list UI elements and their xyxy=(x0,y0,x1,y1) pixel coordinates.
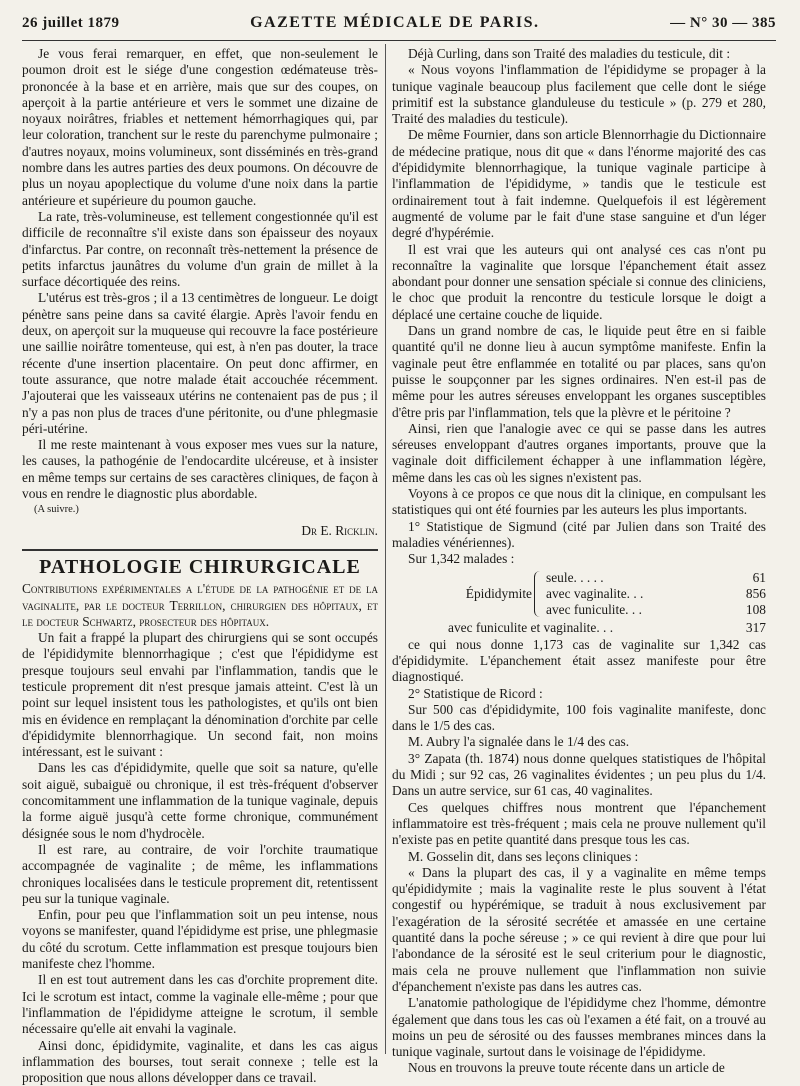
statistics-row-value: 108 xyxy=(745,602,766,618)
page-header xyxy=(22,14,776,41)
right-column xyxy=(392,46,766,1077)
statistics-row xyxy=(546,586,766,602)
left-column xyxy=(22,46,378,1086)
paragraph: Déjà Curling, dans son Traité des maladies du testicule, dit : xyxy=(408,46,731,61)
header-page: 385 xyxy=(751,15,776,31)
paragraph: La rate, très-volumineuse, est tellement congestionnée qu'il est difficile de reconnaître s'il existe dans son épaisseur des noyaux d'infarctus. Par contre, on reconnaît très-nettement la présence de petits infarctus jaunâtres du volume d'un grain de millet à la surface décortiquée des reins. xyxy=(22,208,378,290)
section-rule xyxy=(22,549,378,551)
paragraph: Il est vrai que les auteurs qui ont analysé ces cas n'ont pu reconnaître la vaginalite que lorsque l'épanchement était assez abondant pour donner une sensation spéciale si connue des cliniciens, le choc que produit la rencontre du testicule lorsque le doigt a déplacé une certaine couche de liquide. xyxy=(392,241,766,322)
statistics-row-value: 856 xyxy=(745,585,766,601)
paragraph: Un fait a frappé la plupart des chirurgiens qui se sont occupés de l'épididymite blennorrhagique ; c'est que l'épididyme est presque toujours seul envahi par l'inflammation, tandis que le testicule proprement dit n'est presque jamais atteint. C'est là un point sur lequel insistent tous les pathologistes, et qu'ils ont bien mis en évidence en remplaçant la dénomination d'orchite par celle d'épididymite blennorrhagique. Un second fait, non moins intéressant, est le suivant : xyxy=(22,630,378,760)
paragraph: 2° Statistique de Ricord : xyxy=(408,685,543,701)
header-title: GAZETTE MÉDICALE DE PARIS. xyxy=(250,14,540,31)
paragraph: Ainsi donc, épididymite, vaginalite, et dans les cas aigus inflammation des bourses, tout serait connexe ; telle est la proposition que nous allons développer dans ce travail. xyxy=(22,1037,378,1086)
paragraph: 3° Zapata (th. 1874) nous donne quelques statistiques de l'hôpital du Midi ; sur 92 cas, 26 vaginalites évidentes ; un peu plus du 1/4. Dans un autre service, sur 61 cas, 40 vaginalites. xyxy=(392,750,766,799)
statistics-row xyxy=(546,570,766,586)
paragraph: Il me reste maintenant à vous exposer mes vues sur la nature, les causes, la pathogénie de l'endocardite ulcéreuse, et à insister en même temps sur certains de ses caractères cliniques, de façon à vous en rendre le diagnostic plus abordable. xyxy=(22,437,378,502)
paragraph: Enfin, pour peu que l'inflammation soit un peu intense, nous voyons se manifester, quand l'épididyme est prise, une phlegmasie du côté du scrotum. Cette inflammation est presque toujours bien manifeste chez l'homme. xyxy=(22,907,378,972)
paragraph: Ces quelques chiffres nous montrent que l'épanchement inflammatoire est très-fréquent ; mais cela ne prouve nullement qu'il n'existe pas en petite quantité dans presque tous les cas. xyxy=(392,799,766,848)
to-be-continued: (A suivre.) xyxy=(34,504,79,516)
paragraph: 1° Statistique de Sigmund (cité par Julien dans son Traité des maladies vénériennes). xyxy=(392,518,766,550)
statistics-row xyxy=(546,602,766,618)
paragraph: Voyons à ce propos ce que nous dit la clinique, en compulsant les statistiques qui ont été fournies par les auteurs les plus importants. xyxy=(392,486,766,518)
paragraph: De même Fournier, dans son article Blennorrhagie du Dictionnaire de médecine pratique, nous dit que « dans l'énorme majorité des cas d'épididymite blennorrhagique, la tunique vaginale participe à l'inflammation de l'épididyme, » tandis que le testicule est ordinairement tout à fait indemne. Quelquefois il est légèrement augmenté de volume par le fait d'une stase sanguine et d'un léger degré d'hypérémie. xyxy=(392,127,766,241)
header-date: 26 juillet 1879 xyxy=(22,15,120,31)
paragraph: M. Aubry l'a signalée dans le 1/4 des cas. xyxy=(408,734,630,750)
brace-icon xyxy=(534,571,543,617)
paragraph: Il en est tout autrement dans les cas d'orchite proprement dite. Ici le scrotum est intact, comme la vaginale elle-même ; pour que l'inflammation de l'épididyme atteigne le scrotum, il semble nécessaire qu'elle ait envahi la vaginale. xyxy=(22,972,378,1037)
paragraph: Nous en trouvons la preuve toute récente dans un article de xyxy=(408,1060,725,1076)
author-signature: Dr E. Ricklin. xyxy=(301,522,378,538)
statistics-row-label: avec vaginalite. . . xyxy=(546,585,644,601)
paragraph: M. Gosselin dit, dans ses leçons cliniques : xyxy=(408,848,639,864)
statistics-label: Épididymite xyxy=(465,585,532,601)
statistics-row-value: 61 xyxy=(752,569,766,585)
header-number-page xyxy=(670,15,776,32)
paragraph: Je vous ferai remarquer, en effet, que non-seulement le poumon droit est le siége d'une congestion œdémateuse très-prononcée à la base et en arrière, mais que sur des coupes, on aperçoit à la partie antérieure et vers le sommet une dizaine de noyaux noirâtres, friables et nettement hémorrhagiques qui, par leur coloration, tranchent sur le reste du parenchyme pulmonaire ; d'autres noyaux, moins volumineux, sont disséminés en très-grand nombre dans les autres parties des deux poumons. On découvre de plus un noyau apoplectique du volume d'une noix dans la partie antérieure et supérieure du poumon gauche. xyxy=(22,46,378,208)
paragraph: L'anatomie pathologique de l'épididyme chez l'homme, démontre également que dans tous les cas où l'examen a été fait, on a trouvé au moins un peu de sérosité ou des fausses membranes minces dans la tunique vaginale, surtout dans le voisinage de l'épididyme. xyxy=(392,995,766,1060)
paragraph: Il est rare, au contraire, de voir l'orchite traumatique accompagnée de vaginalite ; de même, les inflammations chroniques localisées dans le testicule proprement dit, retentissent peu sur la tunique vaginale. xyxy=(22,841,378,906)
paragraph: Sur 500 cas d'épididymite, 100 fois vaginalite manifeste, donc dans le 1/5 des cas. xyxy=(392,701,766,734)
statistics-total-label: avec funiculite et vaginalite. . . xyxy=(448,620,614,636)
statistics-row-label: seule. . . . . xyxy=(546,569,604,585)
paragraph: Dans les cas d'épididymite, quelle que soit sa nature, qu'elle soit aiguë, subaiguë ou chronique, il est très-fréquent d'observer concomitamment une inflammation de la tunique vaginale, depuis la forme aiguë jusqu'à cette forme chronique, communément désignée sous le nom d'hydrocèle. xyxy=(22,760,378,841)
statistics-group xyxy=(392,570,766,619)
paragraph: ce qui nous donne 1,173 cas de vaginalite sur 1,342 cas d'épididymite. L'épanchement était assez manifeste pour être diagnostiqué. xyxy=(392,636,766,685)
paragraph: Sur 1,342 malades : xyxy=(408,551,515,567)
paragraph: « Nous voyons l'inflammation de l'épididyme se propager à la tunique vaginale beaucoup plus facilement que celle dont le siége primitif est la substance glanduleuse du testicule » (p. 279 et 280, Traité des maladies du testicule). xyxy=(392,62,766,127)
statistics-total-value: 317 xyxy=(745,620,766,636)
paragraph: Ainsi, rien que l'analogie avec ce qui se passe dans les autres séreuses enveloppant d'autres organes importants, prouve que la vaginale doit difficilement échapper à une inflammation légère, même dans les cas où les signes n'existent pas. xyxy=(392,420,766,485)
article-intro: Contributions expérimentales a l'étude de la pathogénie et de la vaginalite, par le docteur Terrillon, chirurgien des hôpitaux, et le docteur Schwartz, prosecteur des hôpitaux. xyxy=(22,581,378,629)
column-divider xyxy=(385,44,386,1054)
paragraph: « Dans la plupart des cas, il y a vaginalite en même temps qu'épididymite ; mais la vaginalite reste le plus souvent à l'état congestif ou hypérémique, se traduit à nous exclusivement par l'exagération de la sérosité secrétée et amassée en une certaine quantité dans la poche séreuse ; » ce qui revient à dire que pour lui l'abondance de la sérosité est le seul criterium pour le diagnostic, mais cela ne prouve nullement que l'inflammation non suivie d'épanchement n'existe pas dans les autres cas. xyxy=(392,864,766,994)
header-number: — N° 30 — xyxy=(670,15,748,31)
statistics-rows xyxy=(546,570,766,619)
paragraph: Dans un grand nombre de cas, le liquide peut être en si faible quantité qu'il ne donne lieu à aucun symptôme manifeste. Enfin la vaginale peut être enflammée en totalité ou par places, sans qu'on puisse le soupçonner par les signes ordinaires. N'en est-il pas de même pour les autres séreuses enveloppant les organes susceptibles d'être pris par l'inflammation, tels que la plèvre et le péritoine ? xyxy=(392,323,766,420)
statistics-total-row xyxy=(392,620,766,636)
statistics-table xyxy=(392,570,766,637)
statistics-row-label: avec funiculite. . . xyxy=(546,602,642,618)
paragraph: L'utérus est très-gros ; il a 13 centimètres de longueur. Le doigt pénètre sans peine dans sa cavité élargie. Après l'avoir fendu en deux, on aperçoit sur la muqueuse qui recouvre la face postérieure une saillie noirâtre tomenteuse, qui est, à n'en pas douter, la trace récente d'une insertion placentaire. On peut donc affirmer, en toute assurance, que notre malade était accouchée récemment. J'ajouterai que les vaisseaux utérins ne contenaient pas de pus ; il n'y a pas non plus de traces d'une péritonite, ou d'une phlegmasie péri-utérine. xyxy=(22,290,378,436)
section-title: PATHOLOGIE CHIRURGICALE xyxy=(39,555,361,578)
